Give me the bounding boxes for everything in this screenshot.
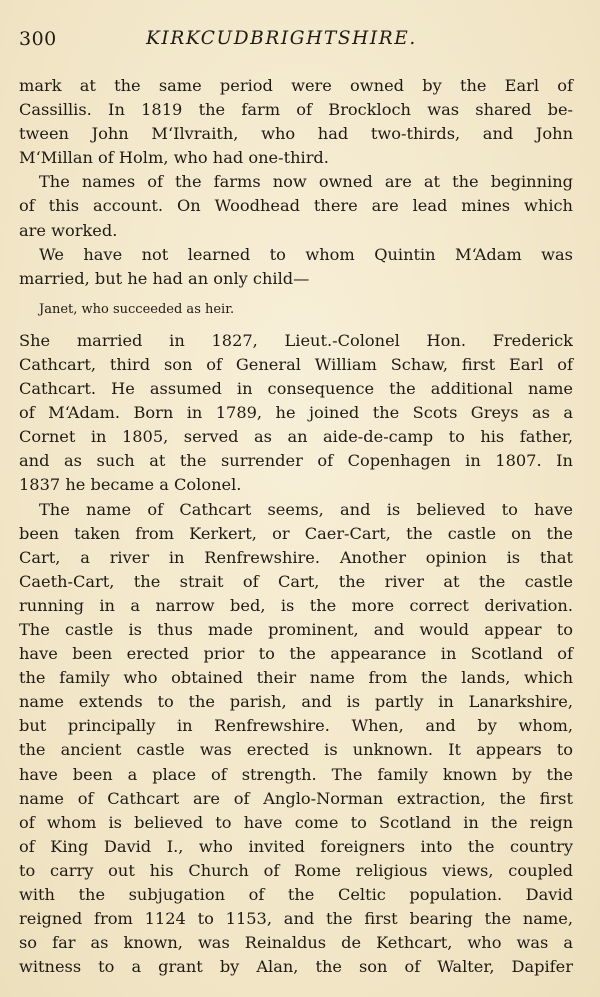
text-line: Caeth-Cart, the strait of Cart, the river at the castle <box>19 571 573 591</box>
text-line: running in a narrow bed, is the more correct derivation. <box>19 595 573 615</box>
text-line: name of Cathcart are of Anglo-Norman extraction, the first <box>19 788 573 808</box>
text-line: of this account. On Woodhead there are lead mines which <box>19 196 573 216</box>
text-line: to carry out his Church of Rome religious views, coupled <box>19 860 573 880</box>
text-line: reigned from 1124 to 1153, and the first bearing the name, <box>19 909 573 929</box>
text-line: Cornet in 1805, served as an aide-de-camp to his father, <box>19 427 573 447</box>
text-line: Cathcart. He assumed in consequence the additional name <box>19 379 573 399</box>
text-line: the family who obtained their name from the lands, which <box>19 668 573 688</box>
text-line: have been erected prior to the appearance in Scotland of <box>19 644 573 664</box>
text-line: We have not learned to whom Quintin M‘Adam was <box>39 244 573 264</box>
text-line: have been a place of strength. The family known by the <box>19 764 573 784</box>
text-line: Cart, a river in Renfrewshire. Another opinion is that <box>19 547 573 567</box>
text-line: with the subjugation of the Celtic population. David <box>19 885 573 904</box>
text-line: but principally in Renfrewshire. When, and by whom, <box>19 716 573 736</box>
text-line: married, but he had an only child— <box>19 268 310 288</box>
text-line: Cassillis. In 1819 the farm of Brockloch was shared be- <box>19 100 573 120</box>
text-line: are worked. <box>19 220 118 240</box>
text-line: The name of Cathcart seems, and is believed to have <box>39 499 573 519</box>
text-line: and as such at the surrender of Copenhagen in 1807. In <box>19 451 573 471</box>
running-title: KIRKCUDBRIGHTSHIRE. <box>146 28 417 49</box>
text-line: the ancient castle was erected is unknown. It appears to <box>19 740 573 760</box>
page-number: 300 <box>19 28 57 50</box>
genealogy-entry: Janet, who succeeded as heir. <box>39 301 235 317</box>
text-line: She married in 1827, Lieut.-Colonel Hon. Frederick <box>19 330 573 350</box>
text-line: mark at the same period were owned by the Earl of <box>19 76 573 95</box>
text-line: been taken from Kerkert, or Caer-Cart, the castle on the <box>19 523 573 543</box>
text-line: The names of the farms now owned are at the beginning <box>39 172 573 192</box>
text-line: name extends to the parish, and is partly in Lanarkshire, <box>19 692 573 712</box>
page-header <box>19 28 573 58</box>
text-line: The castle is thus made prominent, and would appear to <box>19 619 573 639</box>
text-line: tween John M‘Ilvraith, who had two-thirds, and John <box>19 124 573 144</box>
text-line: of whom is believed to have come to Scotland in the reign <box>19 812 573 832</box>
text-line: witness to a grant by Alan, the son of Walter, Dapifer <box>19 957 573 977</box>
text-line: M‘Millan of Holm, who had one-third. <box>19 148 329 168</box>
text-line: of King David I., who invited foreigners into the country <box>19 836 573 856</box>
body-text <box>19 74 573 979</box>
text-line: 1837 he became a Colonel. <box>19 475 242 495</box>
text-line: of M‘Adam. Born in 1789, he joined the Scots Greys as a <box>19 403 573 423</box>
text-line: so far as known, was Reinaldus de Kethcart, who was a <box>19 933 573 953</box>
text-line: Cathcart, third son of General William Schaw, first Earl of <box>19 354 573 374</box>
